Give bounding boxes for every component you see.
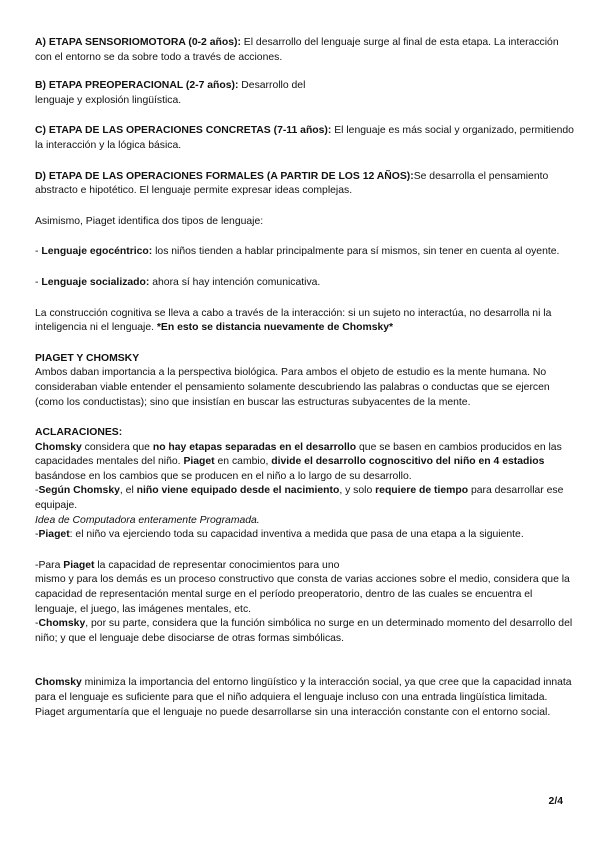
text-segment: basándose en los cambios que se producen en el niño a lo largo de su desarrollo. [35,470,412,482]
piaget-chomsky-heading: PIAGET Y CHOMSKY [35,352,140,364]
four-stages-emphasis: divide el desarrollo cognoscitivo del niño en 4 estadios [271,456,545,468]
text-segment: - [35,618,39,630]
text-segment: que se basen en cambios producidos en las capacidades mentales del niño. [35,441,562,468]
stage-a-text: El desarrollo del lenguaje surge al final de esta etapa. La interacción con el entorno se da sobre todo a través de acciones. [35,37,559,63]
egocentric-label: Lenguaje egocéntrico: [41,246,153,258]
no-stages-emphasis: no hay etapas separadas en el desarrollo [152,441,357,453]
chomsky-name: Chomsky [35,441,82,453]
stage-d-title: D) ETAPA DE LAS OPERACIONES FORMALES (A PARTIR DE LOS 12 AÑOS): [35,170,414,182]
text-segment: considera que [81,441,153,453]
construction-paragraph [35,307,575,336]
chomsky-name: Chomsky [38,618,86,630]
document-page [35,36,575,720]
text-segment: , el [119,485,137,497]
text-segment: en cambio, [214,456,272,468]
stage-b-text-2: lenguaje y explosión lingüística. [35,94,182,106]
aclaraciones-paragraph-2 [35,484,575,513]
piaget-name: Piaget [38,529,70,541]
stage-d-paragraph [35,170,575,199]
stage-d-text: Se desarrolla el pensamiento abstracto e hipotético. El lenguaje permite expresar ideas complejas. [35,170,549,197]
egocentric-dash: - [35,246,42,258]
socialized-text: ahora sí hay intención comunicativa. [149,276,321,288]
text-segment: - [35,485,39,497]
programmed-computer-note [35,514,575,529]
aclaraciones-paragraph-3 [35,528,575,543]
chomsky-name: Según Chomsky [38,485,120,497]
text-segment: la capacidad de representar conocimientos para uno [94,559,340,571]
socialized-label: Lenguaje socializado: [41,276,150,288]
text-segment: : el niño va ejerciendo toda su capacidad inventiva a medida que pasa de una etapa a la siguiente. [69,529,524,541]
text-segment: , por su parte, considera que la función simbólica no surge en un determinado momento del desarrollo del niño; y que el lenguaje debe disociarse de otras formas simbólicas. [35,618,573,644]
stage-b-title: B) ETAPA PREOPERACIONAL (2-7 años): [35,80,239,92]
socialized-language-item [35,276,575,291]
egocentric-language-item [35,245,575,260]
text-segment: -Para [35,559,64,571]
socialized-dash: - [35,276,42,288]
egocentric-text: los niños tienden a hablar principalmente para sí mismos, sin tener en cuenta al oyente. [152,246,560,258]
final-paragraph [35,676,575,720]
stage-c-title: C) ETAPA DE LAS OPERACIONES CONCRETAS (7-11 años): [35,125,332,137]
aclaraciones-heading: ACLARACIONES: [35,427,123,439]
construction-note: *En esto se distancia nuevamente de Chomsky* [156,322,394,334]
text-segment: , y solo [339,485,376,497]
stage-a-paragraph [35,36,575,65]
text-segment: para desarrollar ese equipaje. [35,485,564,512]
innate-equipment-emphasis: niño viene equipado desde el nacimiento [136,485,340,497]
aclaraciones-paragraph-1 [35,441,575,485]
stage-b-paragraph [35,79,575,108]
piaget-name: Piaget [63,559,95,571]
stage-c-paragraph [35,124,575,153]
representation-paragraph [35,559,575,617]
chomsky-name: Chomsky [35,677,82,689]
page-number: 2/4 [548,796,563,807]
italic-note: Idea de Computadora enteramente Programada. [35,514,260,526]
time-emphasis: requiere de tiempo [375,485,469,497]
text-segment: mismo y para los demás es un proceso constructivo que consta de varias acciones sobre el medio, considera que la capacidad de representación mental surge en el período preoperatorio, dentro de las cuales se encuentra el lenguaje, el juego, las imágenes mentales, etc. [35,574,570,615]
piaget-chomsky-text: Ambos daban importancia a la perspectiva biológica. Para ambos el objeto de estudio es la mente humana. No consideraban viable entender el pensamiento solamente descubriendo las palabras o conductas que se ejercen (como los conductistas); sino que insistían en buscar las estructuras subyacentes de la mente. [35,367,550,408]
text-segment: - [35,529,39,541]
text-segment: minimiza la importancia del entorno lingüístico y la interacción social, ya que cree que la capacidad innata para el lenguaje es suficiente para que el niño adquiera el lenguaje incluso con una entrada lingüística limitada. Piaget argumentaría que el lenguaje no puede desarrollarse sin una interacción constante con el entorno social. [35,677,572,718]
language-types-intro: Asimismo, Piaget identifica dos tipos de lenguaje: [35,215,264,227]
stage-a-title: A) ETAPA SENSORIOMOTORA (0-2 años): [35,37,241,48]
construction-text: La construcción cognitiva se lleva a cabo a través de la interacción: si un sujeto no interactúa, no desarrolla ni la inteligencia ni el lenguaje. [35,307,552,334]
stage-c-text: El lenguaje es más social y organizado, permitiendo la interacción y la lógica básica. [35,125,574,151]
chomsky-symbolic-paragraph [35,617,575,646]
piaget-name: Piaget [183,456,215,468]
stage-b-text-1: Desarrollo del [238,80,306,92]
